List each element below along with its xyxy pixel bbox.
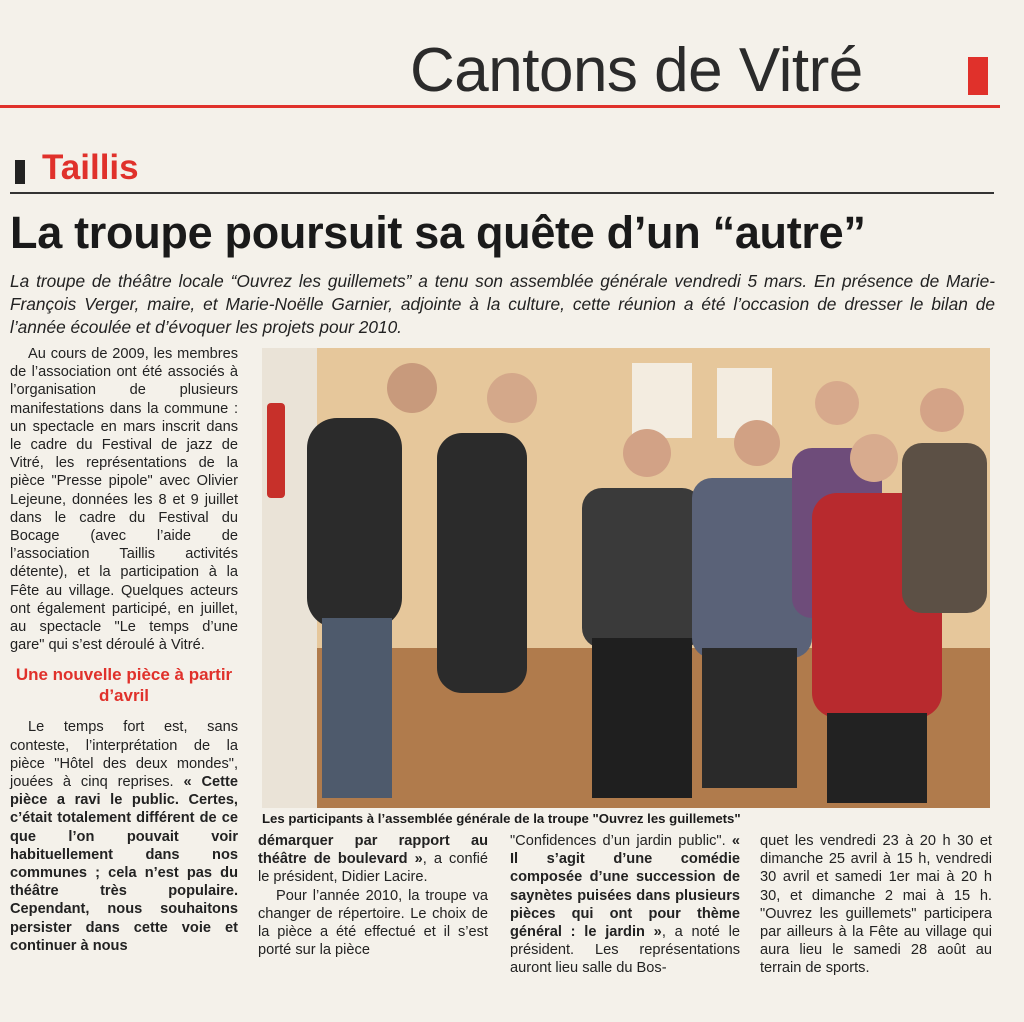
col1-paragraph-2: Le temps fort est, sans conteste, l’interprétation de la pièce "Hôtel des deux mondes", jouées à cinq reprises. « Cette pièce a ravi le public. Certes, c’était totalement différent de ce que l’on pouvait voir habituellement dans nos communes ; cela n’est pas du théâtre très populaire. Cependant, nous souhaitons persister dans cette voie et continuer à nous <box>10 719 238 954</box>
photo <box>262 348 990 808</box>
col3-paragraph-1: "Confidences d’un jardin public". « Il s’agit d’une comédie composée d’une succession de saynètes puisées dans plusieurs pièces qui ont pour thème général : le jardin », a noté le président. Les représentations auront lieu salle du Bos- <box>510 833 740 977</box>
col4-paragraph-1: quet les vendredi 23 à 20 h 30 et dimanche 25 avril à 15 h, vendredi 30 avril et samedi 1er mai à 20 h 30, et dimanche 2 mai à 15 h. "Ouvrez les guillemets" participera par ailleurs à la Fête au village qui aura lieu le samedi 28 août au terrain de sports. <box>760 833 992 977</box>
column-3 <box>510 832 740 978</box>
kicker: Taillis <box>42 148 139 187</box>
section-marker <box>968 57 988 95</box>
kicker-rule <box>10 192 994 194</box>
photo-caption: Les participants à l’assemblée générale de la troupe "Ouvrez les guillemets" <box>262 811 741 826</box>
chapo: La troupe de théâtre locale “Ouvrez les guillemets” a tenu son assemblée générale vendredi 5 mars. En présence de Marie-François Verger, maire, et Marie-Noëlle Garnier, adjointe à la culture, cette réunion a été l’occasion de dresser le bilan de l’année écoulée et d’évoquer les projets pour 2010. <box>10 271 995 337</box>
group-photo <box>262 348 990 808</box>
col2-paragraph-2: Pour l’année 2010, la troupe va changer de répertoire. Le choix de la pièce a été effectué et il s’est porté sur la pièce <box>258 887 488 959</box>
col1-paragraph-1: Au cours de 2009, les membres de l’association ont été associés à l’organisation de plusieurs manifestations dans la commune : un spectacle en mars inscrit dans le cadre du Festival de jazz de Vitré, les représentations de la pièce "Presse pipole" avec Olivier Lejeune, données les 8 et 9 juillet dans le cadre du Festival du Bocage (avec l’aide de l’association Taillis activités détente), et la participation à la Fête au village. Quelques acteurs ont également participé, en juillet, au spectacle "Le temps d’une gare" qui s’est déroulé à Vitré. <box>10 346 238 654</box>
section-title: Cantons de Vitré <box>410 36 863 105</box>
column-1 <box>10 345 238 955</box>
col2-paragraph-1: démarquer par rapport au théâtre de boulevard », a confié le président, Didier Lacire. <box>258 833 488 886</box>
column-4 <box>760 832 992 978</box>
column-2 <box>258 832 488 959</box>
subheading: Une nouvelle pièce à partir d’avril <box>15 665 233 706</box>
headline: La troupe poursuit sa quête d’un “autre” <box>10 207 866 258</box>
header-rule <box>0 105 1000 108</box>
kicker-bar <box>15 160 25 184</box>
